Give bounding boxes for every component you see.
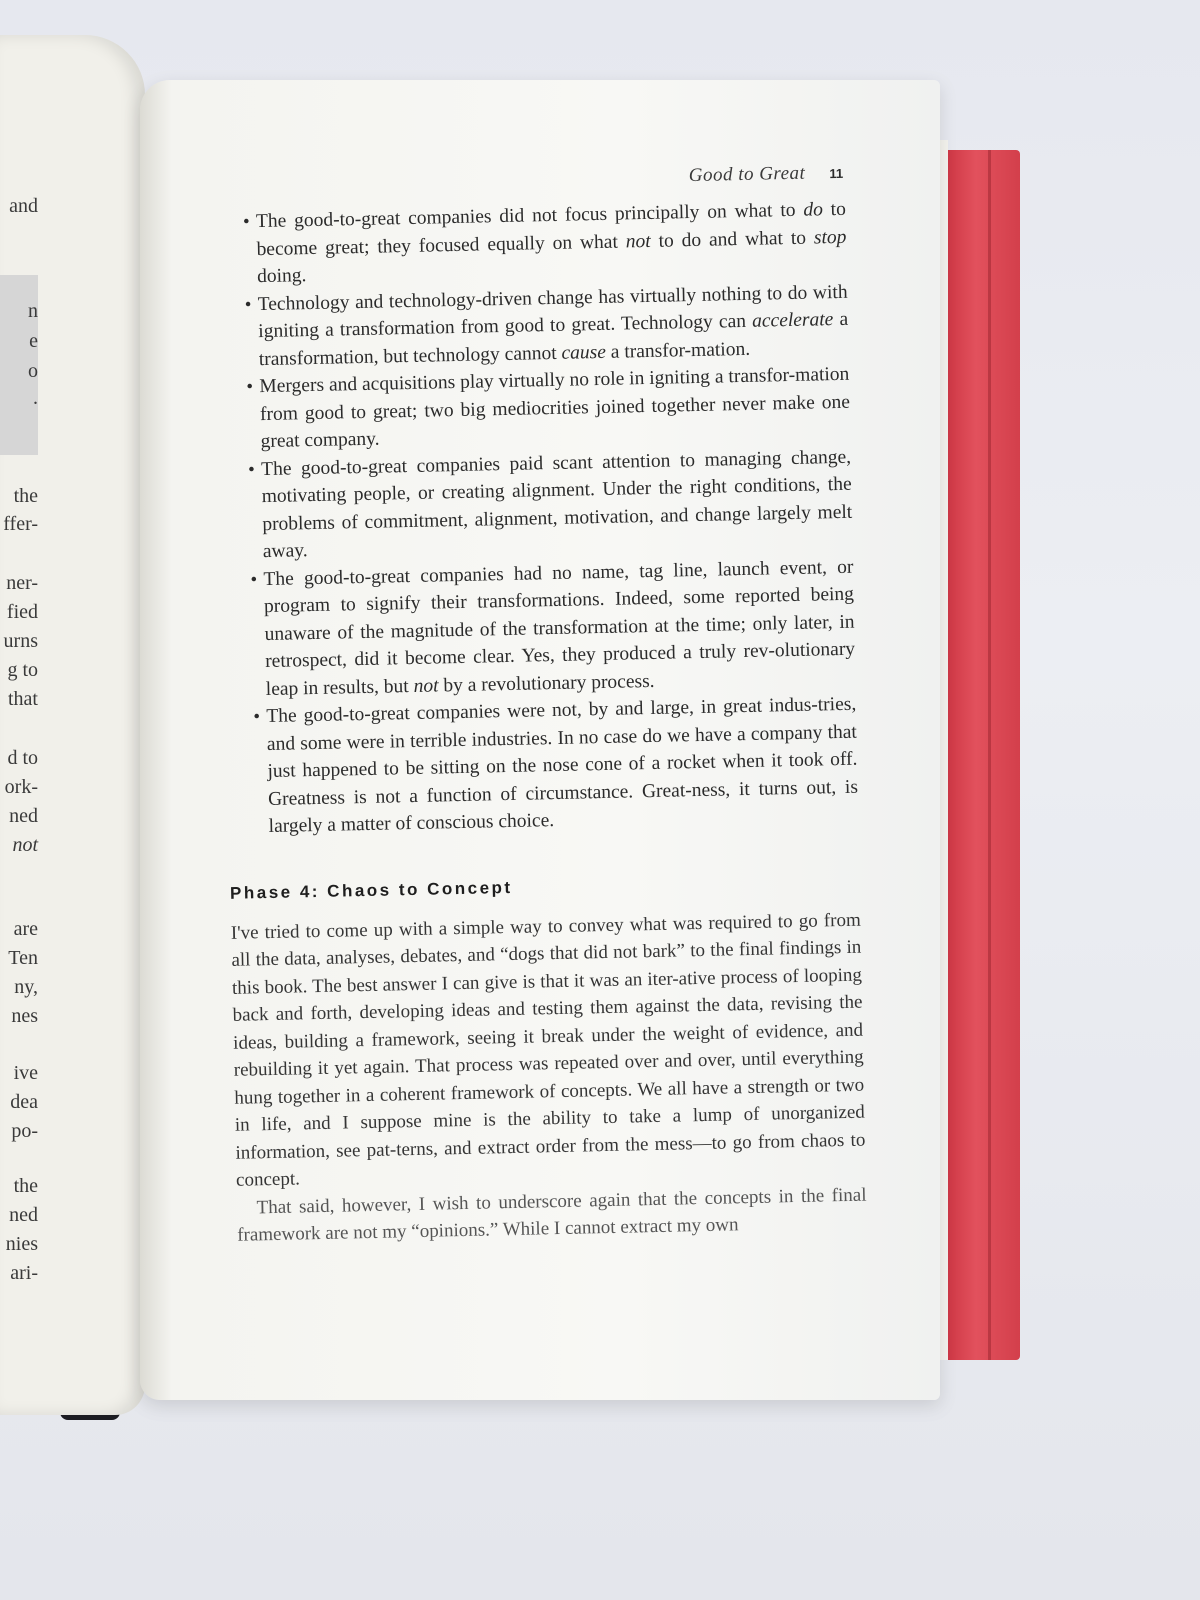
- left-page-fragment: and: [9, 195, 38, 217]
- left-page-fragment: nies: [5, 1233, 38, 1255]
- bullet-emphasis: not: [413, 674, 439, 697]
- bullet-dot-icon: •: [242, 211, 250, 233]
- left-page: [0, 35, 145, 1415]
- book-cover-edge: [940, 150, 1020, 1360]
- left-page-fragment: Ten: [8, 947, 38, 969]
- bullet-emphasis: accelerate: [751, 309, 834, 332]
- left-page-fragment: e: [29, 330, 38, 352]
- left-page-fragment: g to: [7, 659, 38, 681]
- bullet-item: [216, 196, 848, 292]
- bullet-emphasis: stop: [813, 226, 847, 248]
- bullet-dot-icon: •: [253, 706, 261, 728]
- body-paragraph-1: I've tried to come up with a simple way to convey what was required to go from all the data, analyses, debates, and “dogs that did not bark” to the final findings in this book. The best answer I can give is that it was an iter-ative process of looping back and forth, developing ideas and testing them against the data, revising the ideas, building a framework, seeing it break under the weight of evidence, and rebuilding it yet again. That process was repeated over and over, until everything hung together in a coherent framework of concepts. We all have a strength or two in life, and I suppose mine is the ability to take a lump of unorganized information, see pat-terns, and extract order from the mess—to go from chaos to concept.: [230, 909, 866, 1191]
- bullet-dot-icon: •: [247, 458, 256, 480]
- bullet-item: [226, 691, 859, 842]
- bullet-text: Technology and technology-driven change has virtually nothing to do with igniting a transformation from good to great. Technology can: [257, 281, 848, 343]
- bullet-item: [223, 553, 856, 704]
- left-page-fragment: ned: [9, 805, 38, 827]
- left-page-fragment: ny,: [14, 976, 38, 998]
- bullet-text: a transformation, but technology cannot: [258, 308, 849, 370]
- bullet-emphasis: cause: [561, 341, 607, 364]
- bullet-text: by a revolutionary process.: [438, 670, 655, 696]
- left-page-fragment: that: [8, 688, 38, 710]
- left-page-fragment: ari-: [10, 1262, 38, 1284]
- left-page-fragment: not: [12, 834, 38, 856]
- bullet-item: [219, 361, 851, 457]
- bullet-dot-icon: •: [250, 568, 258, 590]
- left-page-fragment: the: [13, 1175, 38, 1197]
- left-page-fragment: dea: [10, 1091, 38, 1113]
- bullet-text: Mergers and acquisitions play virtually no role in igniting a transfor-mation from good to great; two big mediocrities joined together never make one great company.: [259, 363, 851, 453]
- bullet-text: The good-to-great companies were not, by and large, in great indus-tries, and some were in terrible industries. In no case do we have a company that just happened to be sitting on the nose cone of a rocket when it took off. Greatness is not a function of circumstance. Great-ness, it turns out, is largely a matter of conscious choice.: [266, 693, 859, 838]
- bullet-text: doing.: [256, 265, 307, 288]
- running-head-title: Good to Great: [688, 162, 806, 187]
- body-paragraph-2: That said, however, I wish to underscore again that the concepts in the final framework are not my “opinions.” While I cannot extract my own: [236, 1184, 867, 1246]
- left-page-fragment: are: [13, 918, 38, 940]
- bullet-item: [217, 278, 849, 374]
- left-page-fragment: n: [28, 300, 38, 322]
- left-page-fragment: ned: [9, 1204, 38, 1226]
- left-page-fragment: fied: [6, 601, 38, 623]
- bullet-emphasis: do: [803, 199, 824, 221]
- bullet-text: The good-to-great companies did not focus principally on what to: [255, 199, 804, 233]
- bullet-dot-icon: •: [244, 293, 252, 315]
- bullet-text: to do and what to: [650, 226, 815, 252]
- bullet-text: to become great; they focused equally on what: [256, 198, 847, 260]
- bullet-emphasis: not: [625, 230, 651, 252]
- left-page-fragment: urns: [3, 630, 38, 652]
- section-heading: Phase 4: Chaos to Concept: [229, 877, 513, 903]
- left-page-fragment: ner-: [6, 572, 38, 594]
- left-page-fragment: ive: [13, 1062, 38, 1084]
- left-page-fragment: o: [28, 360, 38, 382]
- bullet-dot-icon: •: [246, 376, 254, 398]
- left-page-fragment: ork-: [4, 776, 38, 798]
- bullet-text: The good-to-great companies had no name, tag line, launch event, or program to signify their transformations. Indeed, some reported being unaware of the magnitude of the transformation at the time; only later, in retrospect, did it become clear. Yes, they produced a truly rev-olutionary leap in results, but: [263, 556, 856, 700]
- page-number: 11: [829, 165, 844, 182]
- bullet-item: [221, 443, 853, 566]
- left-page-fragment: nes: [11, 1005, 38, 1027]
- left-page-fragment: po-: [11, 1120, 38, 1142]
- left-page-fragment: ffer-: [3, 513, 38, 535]
- left-page-fragment: d to: [7, 747, 38, 769]
- bullet-text: a transfor-mation.: [605, 338, 751, 363]
- right-page-content: [215, 162, 867, 1249]
- left-page-fragment: .: [33, 387, 38, 409]
- bullet-text: The good-to-great companies paid scant attention to managing change, motivating people, or creating alignment. Under the right conditions, the problems of commitment, alignment, motivation, and change largely melt away.: [260, 446, 853, 563]
- bullet-list: [216, 196, 859, 842]
- left-page-fragment: the: [13, 485, 38, 507]
